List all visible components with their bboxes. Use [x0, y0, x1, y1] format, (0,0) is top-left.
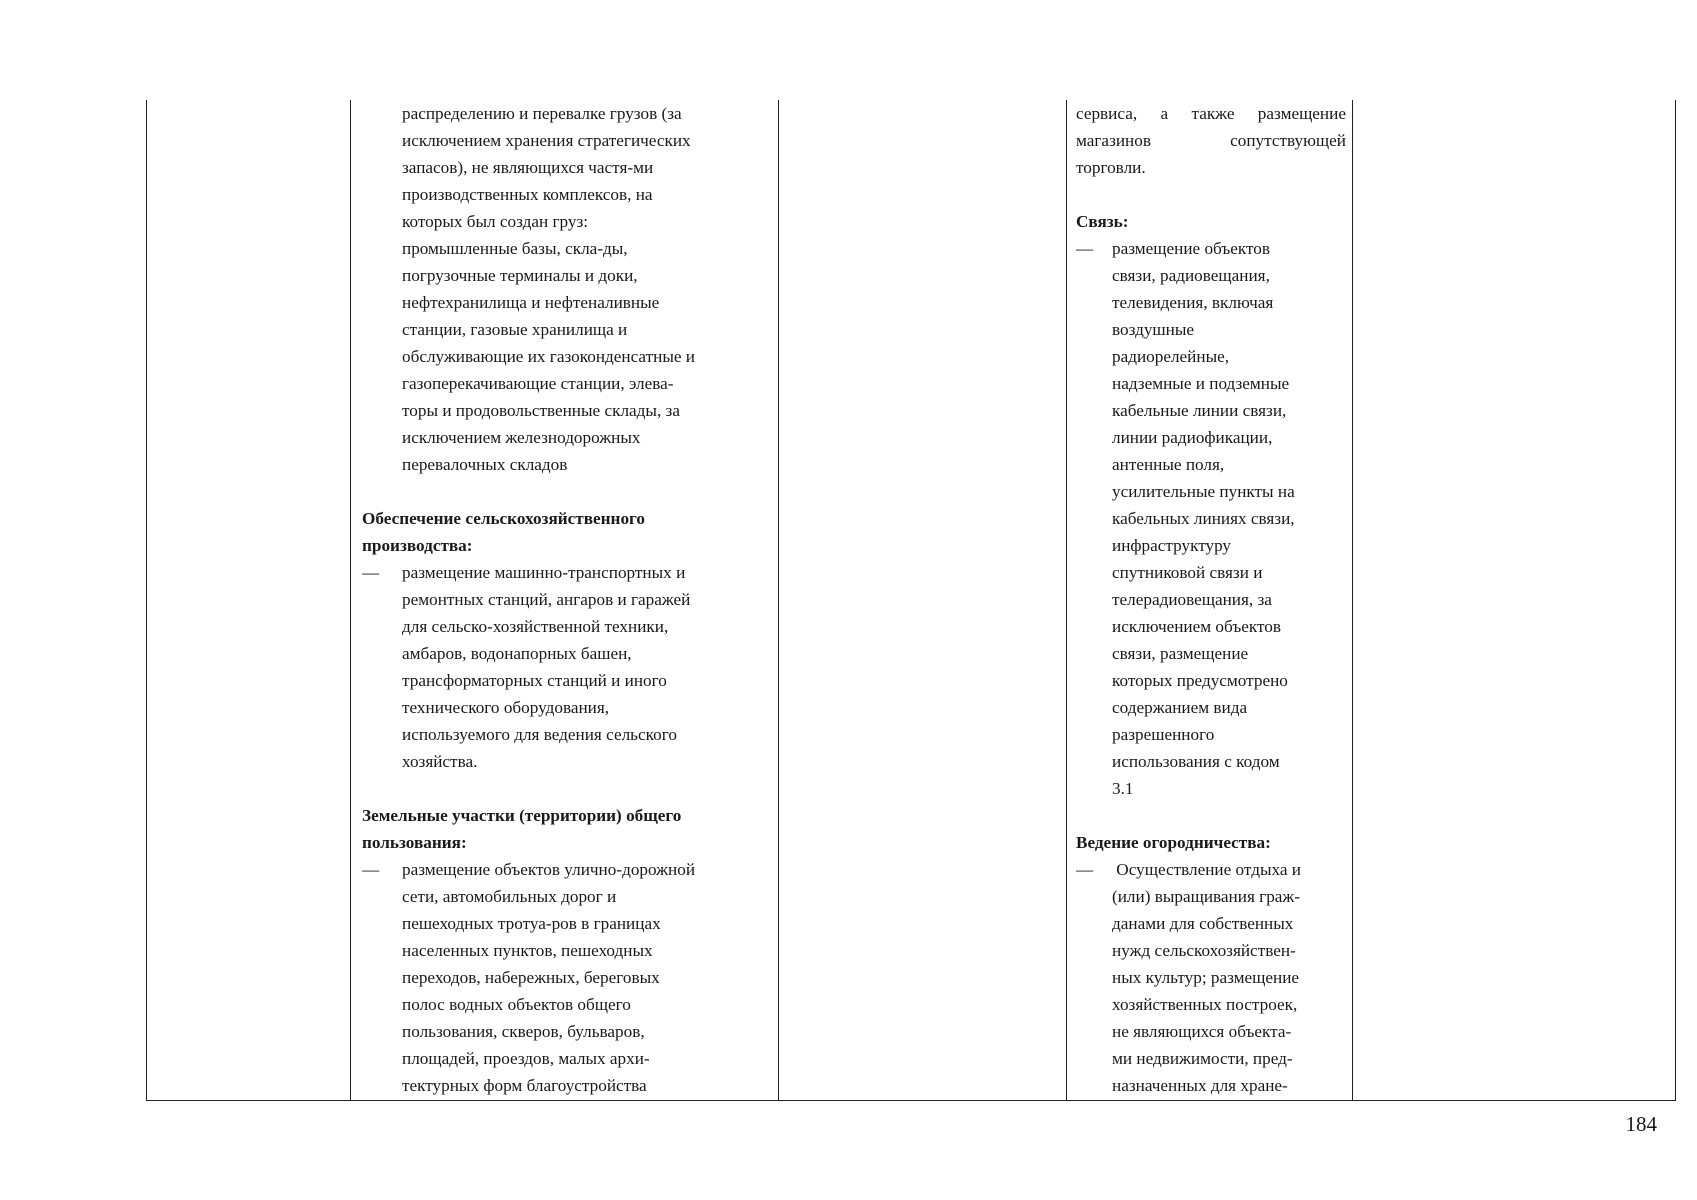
continuation-paragraph	[362, 100, 774, 478]
text-line: перевалочных складов	[402, 455, 568, 474]
text-line: телевидения, включая	[1112, 293, 1274, 312]
section-heading: Обеспечение сельскохозяйственного	[362, 509, 646, 528]
text-line: производственных комплексов, на	[402, 185, 653, 204]
text-line: торговли.	[1076, 158, 1146, 177]
text-line: ремонтных станций, ангаров и гаражей	[402, 590, 691, 609]
text-line: (или) выращивания граж-	[1112, 887, 1301, 906]
text-line: использования с кодом	[1112, 752, 1280, 771]
text-line: полос водных объектов общего	[402, 995, 631, 1014]
justified-line: магазинов сопутствующей	[1076, 131, 1346, 150]
text-line: линии радиофикации,	[1112, 428, 1273, 447]
text-line: газоперекачивающие станции, элева-	[402, 374, 674, 393]
dash-list-item	[362, 559, 774, 775]
text-line: размещение объектов улично-дорожной	[402, 860, 696, 879]
text-line: усилительные пункты на	[1112, 482, 1295, 501]
text-line: запасов), не являющихся частя-ми	[402, 158, 654, 177]
text-line: которых предусмотрено	[1112, 671, 1288, 690]
text-line: станции, газовые хранилища и	[402, 320, 628, 339]
em-dash-bullet: —	[362, 860, 380, 879]
column-permitted-uses-b	[1076, 100, 1346, 1100]
text-line: тектурных форм благоустройства	[402, 1076, 647, 1095]
section-heading: производства:	[362, 536, 473, 555]
text-line: телерадиовещания, за	[1112, 590, 1272, 609]
section-public-land	[362, 802, 774, 1099]
section-communications	[1076, 208, 1346, 802]
text-line: амбаров, водонапорных башен,	[402, 644, 632, 663]
table-border-right	[1675, 100, 1676, 1101]
table-divider-4	[1352, 100, 1353, 1101]
text-line: используемого для ведения сельского	[402, 725, 677, 744]
table-border-left	[146, 100, 147, 1101]
text-line: кабельные линии связи,	[1112, 401, 1287, 420]
text-line: ных культур; размещение	[1112, 968, 1300, 987]
text-line: промышленные базы, скла-ды,	[402, 239, 628, 258]
text-line: обслуживающие их газоконденсатные и	[402, 347, 695, 366]
dash-list-item	[1076, 235, 1346, 802]
justified-line: сервиса, а также размещение	[1076, 104, 1346, 123]
section-agriculture	[362, 505, 774, 775]
text-line: не являющихся объекта-	[1112, 1022, 1292, 1041]
text-line: переходов, набережных, береговых	[402, 968, 660, 987]
em-dash-bullet: —	[362, 563, 380, 582]
text-line: для сельско-хозяйственной техники,	[402, 617, 669, 636]
em-dash-bullet: —	[1076, 860, 1094, 879]
dash-list-item	[1076, 856, 1346, 1099]
section-gardening	[1076, 829, 1346, 1099]
text-line: воздушные	[1112, 320, 1195, 339]
text-line: назначенных для хране-	[1112, 1076, 1288, 1095]
text-line: пользования, скверов, бульваров,	[402, 1022, 645, 1041]
column-permitted-uses-a	[362, 100, 774, 1100]
section-heading: Ведение огородничества:	[1076, 833, 1271, 852]
text-line: которых был создан груз:	[402, 212, 589, 231]
text-line: связи, радиовещания,	[1112, 266, 1270, 285]
text-line: хозяйственных построек,	[1112, 995, 1298, 1014]
section-heading: Связь:	[1076, 212, 1129, 231]
text-line: содержанием вида	[1112, 698, 1248, 717]
text-line: нефтехранилища и нефтеналивные	[402, 293, 660, 312]
text-line: торы и продовольственные склады, за	[402, 401, 680, 420]
text-line: погрузочные терминалы и доки,	[402, 266, 638, 285]
table-divider-1	[350, 100, 351, 1101]
dash-list-item	[362, 856, 774, 1099]
page-number: 184	[1625, 1112, 1657, 1136]
text-line: пешеходных тротуа-ров в границах	[402, 914, 661, 933]
section-heading: пользования:	[362, 833, 467, 852]
table-divider-2	[778, 100, 779, 1101]
text-line: площадей, проездов, малых архи-	[402, 1049, 650, 1068]
text-line: кабельных линиях связи,	[1112, 509, 1295, 528]
text-line: спутниковой связи и	[1112, 563, 1263, 582]
text-line: данами для собственных	[1112, 914, 1294, 933]
text-line: размещение объектов	[1112, 239, 1271, 258]
table-divider-3	[1066, 100, 1067, 1101]
text-line: сети, автомобильных дорог и	[402, 887, 617, 906]
text-line: ми недвижимости, пред-	[1112, 1049, 1293, 1068]
text-line: хозяйства.	[402, 752, 478, 771]
text-line: нужд сельскохозяйствен-	[1112, 941, 1296, 960]
text-line: радиорелейные,	[1112, 347, 1230, 366]
text-line: 3.1	[1112, 779, 1134, 798]
section-heading: Земельные участки (территории) общего	[362, 806, 682, 825]
text-line: надземные и подземные	[1112, 374, 1290, 393]
text-line: технического оборудования,	[402, 698, 610, 717]
text-line: исключением объектов	[1112, 617, 1281, 636]
text-line: Осуществление отдыха и	[1112, 860, 1301, 879]
text-line: населенных пунктов, пешеходных	[402, 941, 653, 960]
text-line: разрешенного	[1112, 725, 1215, 744]
text-line: распределению и перевалке грузов (за	[402, 104, 682, 123]
text-line: инфраструктуру	[1112, 536, 1232, 555]
text-line: трансформаторных станций и иного	[402, 671, 667, 690]
continuation-paragraph	[1076, 100, 1346, 181]
text-line: связи, размещение	[1112, 644, 1249, 663]
text-line: антенные поля,	[1112, 455, 1225, 474]
table-bottom-border	[146, 1100, 1676, 1101]
text-line: исключением хранения стратегических	[402, 131, 691, 150]
text-line: размещение машинно-транспортных и	[402, 563, 686, 582]
text-line: исключением железнодорожных	[402, 428, 641, 447]
em-dash-bullet: —	[1076, 239, 1094, 258]
